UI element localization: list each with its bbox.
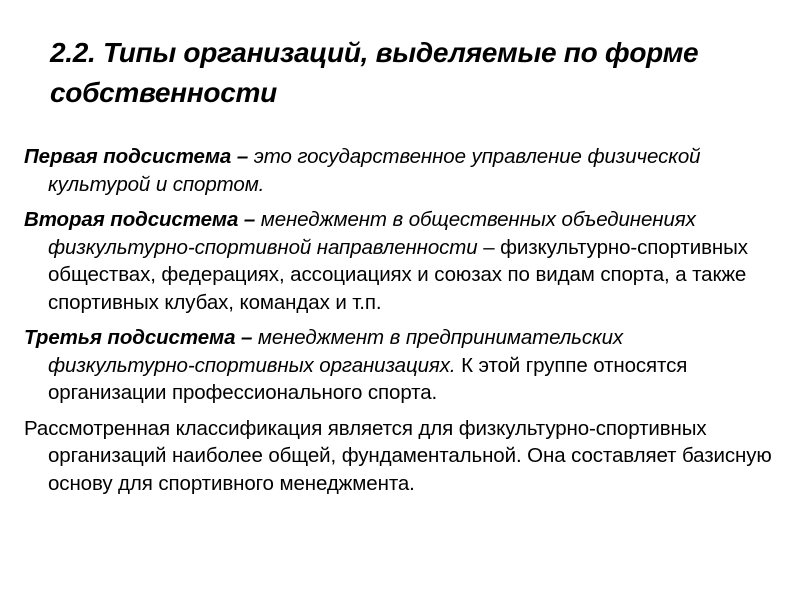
paragraph-second-subsystem (24, 206, 774, 316)
dash: – (235, 326, 258, 349)
term-third-subsystem: Третья подсистема (24, 326, 236, 349)
paragraph-third-subsystem (24, 324, 774, 407)
tail-third-subsystem: К этой группе относятся организации профессионального спорта. (48, 353, 688, 404)
tail-second-subsystem: – физкультурно-спортивных обществах, федерациях, ассоциациях и союзах по видам спорта, а также спортивных клубах, командах и т.п. (48, 235, 748, 314)
definition-third-subsystem: менеджмент в предпринимательских физкультурно-спортивных организациях. (48, 326, 624, 377)
paragraph-first-subsystem (24, 143, 774, 198)
paragraph-summary: Рассмотренная классификация является для физкультурно-спортивных организаций наиболее общей, фундаментальной. Она составляет базисную основу для спортивного менеджмента. (24, 416, 772, 495)
slide-title: 2.2. Типы организаций, выделяемые по форме собственности (50, 37, 699, 108)
dash: – (238, 208, 261, 231)
term-second-subsystem: Вторая подсистема (24, 208, 239, 231)
term-first-subsystem: Первая подсистема (24, 145, 232, 168)
definition-first-subsystem: это государственное управление физической культурой и спортом. (48, 145, 701, 196)
definition-second-subsystem: менеджмент в общественных объединениях физкультурно-спортивной направленности (48, 208, 696, 259)
dash: – (231, 145, 254, 168)
slide-body (24, 143, 774, 505)
